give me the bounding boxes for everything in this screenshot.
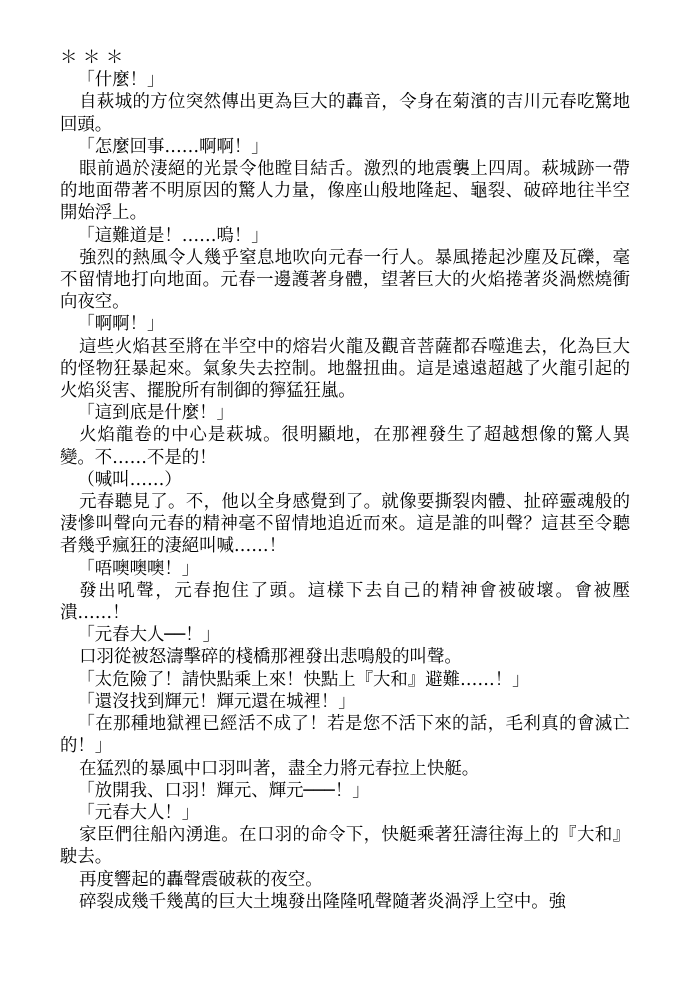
- narration-paragraph: 火焰龍卷的中心是萩城。很明顯地，在那裡發生了超越想像的驚人異變。不……不是的！: [60, 425, 630, 468]
- narration-paragraph: 發出吼聲，元春抱住了頭。這樣下去自己的精神會被破壞。會被壓潰……！: [60, 580, 630, 624]
- dialog-line: （喊叫……）: [77, 469, 182, 490]
- section-separator: ＊ ＊ ＊: [60, 48, 124, 68]
- dialog-line: 「還沒找到輝元！輝元還在城裡！」: [77, 691, 356, 712]
- dialog-line: 「這到底是什麼！」: [77, 403, 234, 424]
- dialog-line: 「太危險了！請快點乘上來！快點上『大和』避難……！」: [77, 669, 530, 690]
- dialog-line: 「在那種地獄裡已經活不成了！若是您不活下來的話，毛利真的會滅亡的！」: [60, 714, 630, 757]
- dialog-line: 「這難道是！……嗚！」: [77, 225, 269, 246]
- narration-paragraph: 自萩城的方位突然傳出更為巨大的轟音，令身在菊濱的吉川元春吃驚地回頭。: [60, 92, 630, 135]
- narration-paragraph: 口羽從被怒濤擊碎的棧橋那裡發出悲鳴般的叫聲。: [79, 647, 462, 668]
- dialog-line: 「元春大人！」: [77, 802, 200, 823]
- dialog-line: 「唔噢噢噢！」: [77, 558, 200, 579]
- narration-paragraph: 碎裂成幾千幾萬的巨大土塊發出隆隆吼聲隨著炎渦浮上空中。強: [79, 891, 567, 912]
- narration-paragraph: 元春聽見了。不，他以全身感覺到了。就像要撕裂肉體、扯碎靈魂般的淒慘叫聲向元春的精神毫不留情地追近而來。這是誰的叫聲？這甚至令聽者幾乎瘋狂的淒絕叫喊……！: [60, 492, 630, 557]
- narration-paragraph: 眼前過於淒絕的光景令他瞠目結舌。激烈的地震襲上四周。萩城跡一帶的地面帶著不明原因的驚人力量，像座山般地隆起、龜裂、破碎地往半空開始浮上。: [60, 159, 630, 224]
- narration-paragraph: 家臣們往船內湧進。在口羽的命令下，快艇乘著狂濤往海上的『大和』駛去。: [60, 825, 630, 868]
- dialog-line: 「什麼！」: [77, 70, 165, 91]
- dialog-line: 「放開我、口羽！輝元、輝元───！」: [77, 780, 370, 801]
- dialog-line: 「元春大人──！」: [77, 625, 221, 646]
- narration-paragraph: 強烈的熱風令人幾乎窒息地吹向元春一行人。暴風捲起沙塵及瓦礫，毫不留情地打向地面。元春一邊護著身體，望著巨大的火焰捲著炎渦燃燒衝向夜空。: [60, 247, 630, 313]
- narration-paragraph: 這些火焰甚至將在半空中的熔岩火龍及觀音菩薩都吞噬進去，化為巨大的怪物狂暴起來。氣象失去控制。地盤扭曲。這是遠遠超越了火龍引起的火焰災害、擺脫所有制御的獰猛狂嵐。: [60, 336, 630, 402]
- document-page: [60, 47, 630, 913]
- dialog-line: 「怎麼回事……啊啊！」: [77, 136, 269, 157]
- narration-paragraph: 再度響起的轟聲震破萩的夜空。: [79, 869, 323, 890]
- narration-paragraph: 在猛烈的暴風中口羽叫著，盡全力將元春拉上快艇。: [79, 758, 480, 779]
- dialog-line: 「啊啊！」: [77, 314, 165, 335]
